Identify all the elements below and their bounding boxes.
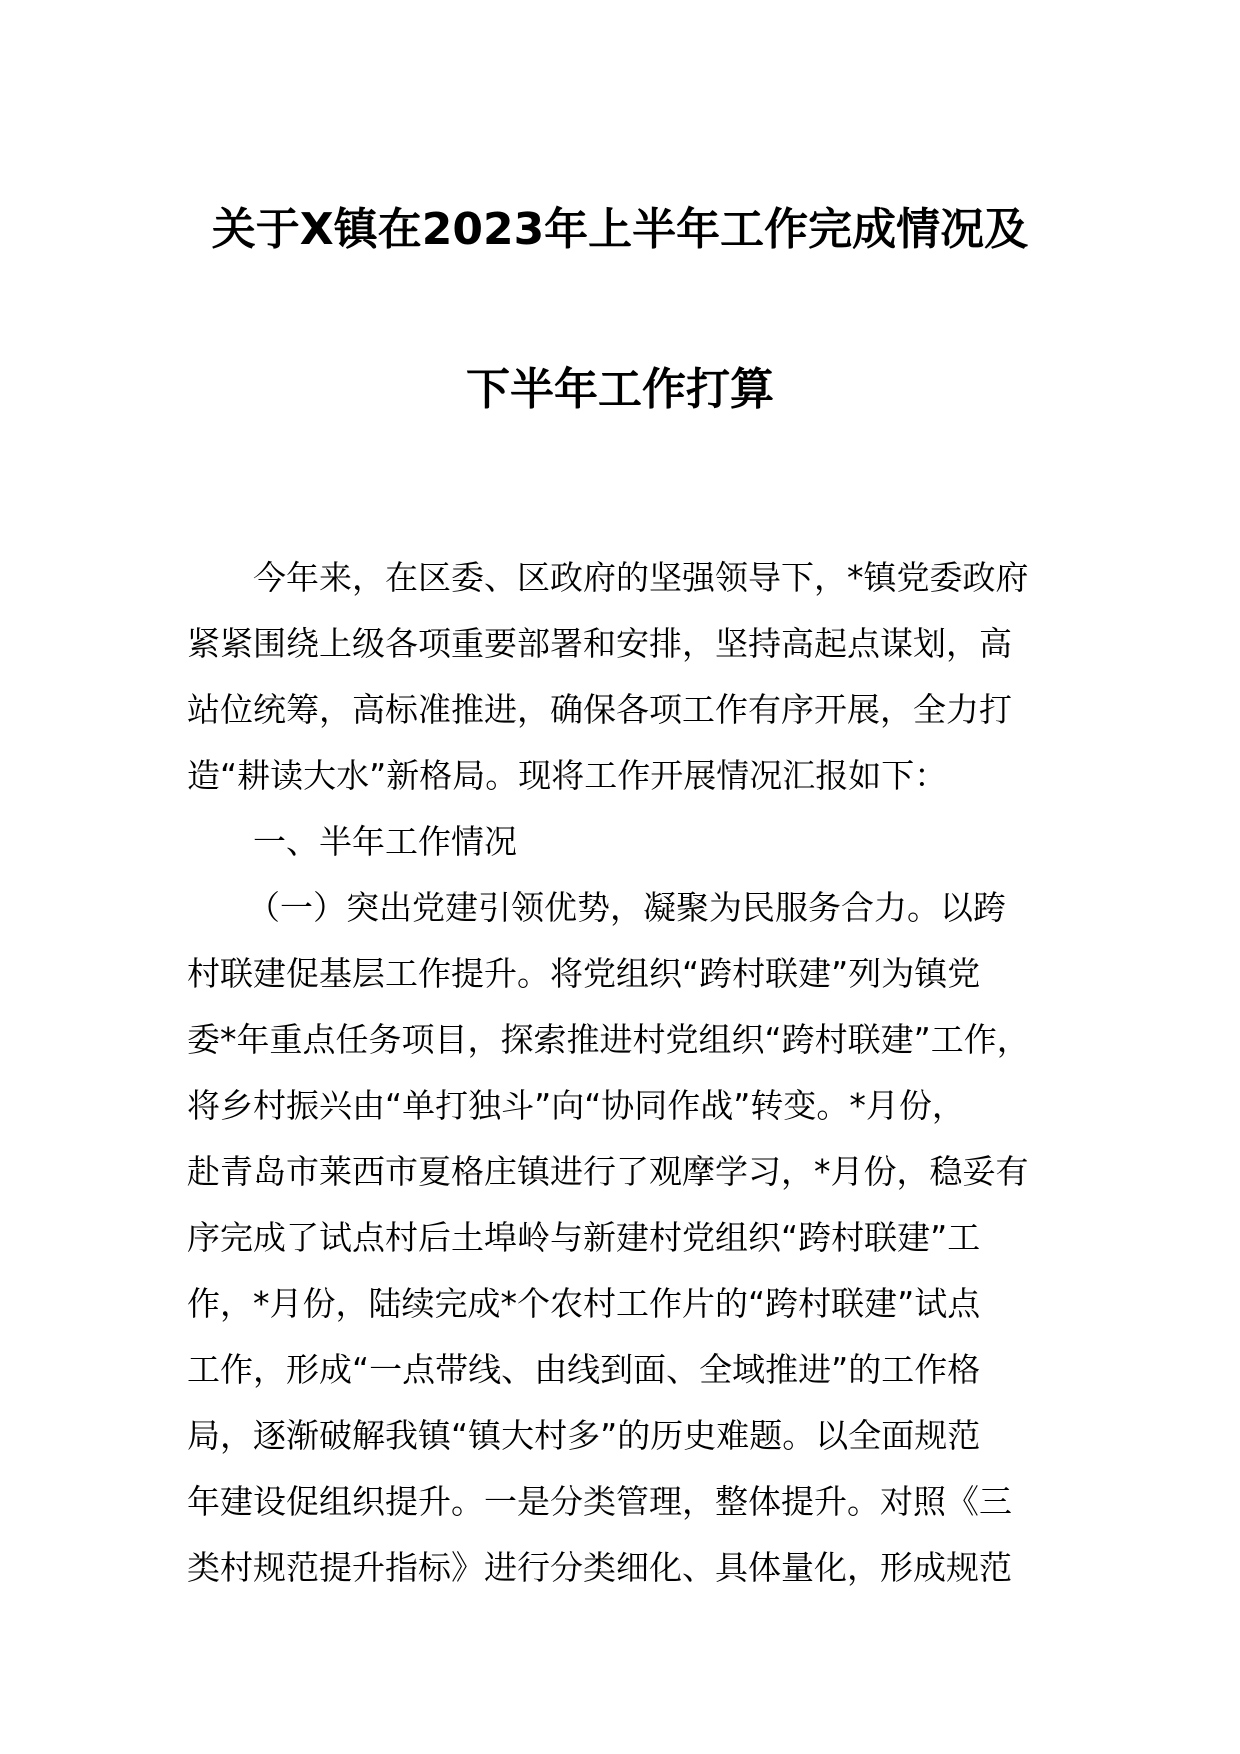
paragraph-line: 今年来，在区委、区政府的坚强领导下，*镇党委政府: [253, 558, 1029, 597]
section-heading: 一、半年工作情况: [253, 822, 517, 861]
paragraph-line: 工作，形成“一点带线、由线到面、全域推进”的工作格: [187, 1350, 981, 1389]
paragraph-line: 类村规范提升指标》进行分类细化、具体量化，形成规范: [187, 1548, 1012, 1587]
document-title-line-1: 关于X镇在2023年上半年工作完成情况及: [211, 204, 1029, 255]
paragraph-line: 紧紧围绕上级各项重要部署和安排，坚持高起点谋划，高: [187, 624, 1012, 663]
paragraph-line: （一）突出党建引领优势，凝聚为民服务合力。以跨: [247, 888, 1006, 927]
paragraph-line: 站位统筹，高标准推进，确保各项工作有序开展，全力打: [187, 690, 1012, 729]
paragraph-line: 序完成了试点村后土埠岭与新建村党组织“跨村联建”工: [187, 1218, 981, 1257]
paragraph-line: 年建设促组织提升。一是分类管理，整体提升。对照《三: [187, 1482, 1012, 1521]
paragraph-line: 造“耕读大水”新格局。现将工作开展情况汇报如下：: [187, 756, 948, 795]
paragraph-line: 作，*月份，陆续完成*个农村工作片的“跨村联建”试点: [187, 1284, 981, 1323]
paragraph-line: 村联建促基层工作提升。将党组织“跨村联建”列为镇党: [187, 954, 981, 993]
document-body: [187, 545, 1067, 1601]
paragraph-line: 委*年重点任务项目，探索推进村党组织“跨村联建”工作，: [187, 1020, 1030, 1059]
paragraph-line: 赴青岛市莱西市夏格庄镇进行了观摩学习，*月份，稳妥有: [187, 1152, 1029, 1191]
paragraph-line: 将乡村振兴由“单打独斗”向“协同作战”转变。*月份，: [187, 1086, 965, 1125]
document-title-line-2: 下半年工作打算: [466, 364, 774, 415]
paragraph-line: 局，逐渐破解我镇“镇大村多”的历史难题。以全面规范: [187, 1416, 981, 1455]
